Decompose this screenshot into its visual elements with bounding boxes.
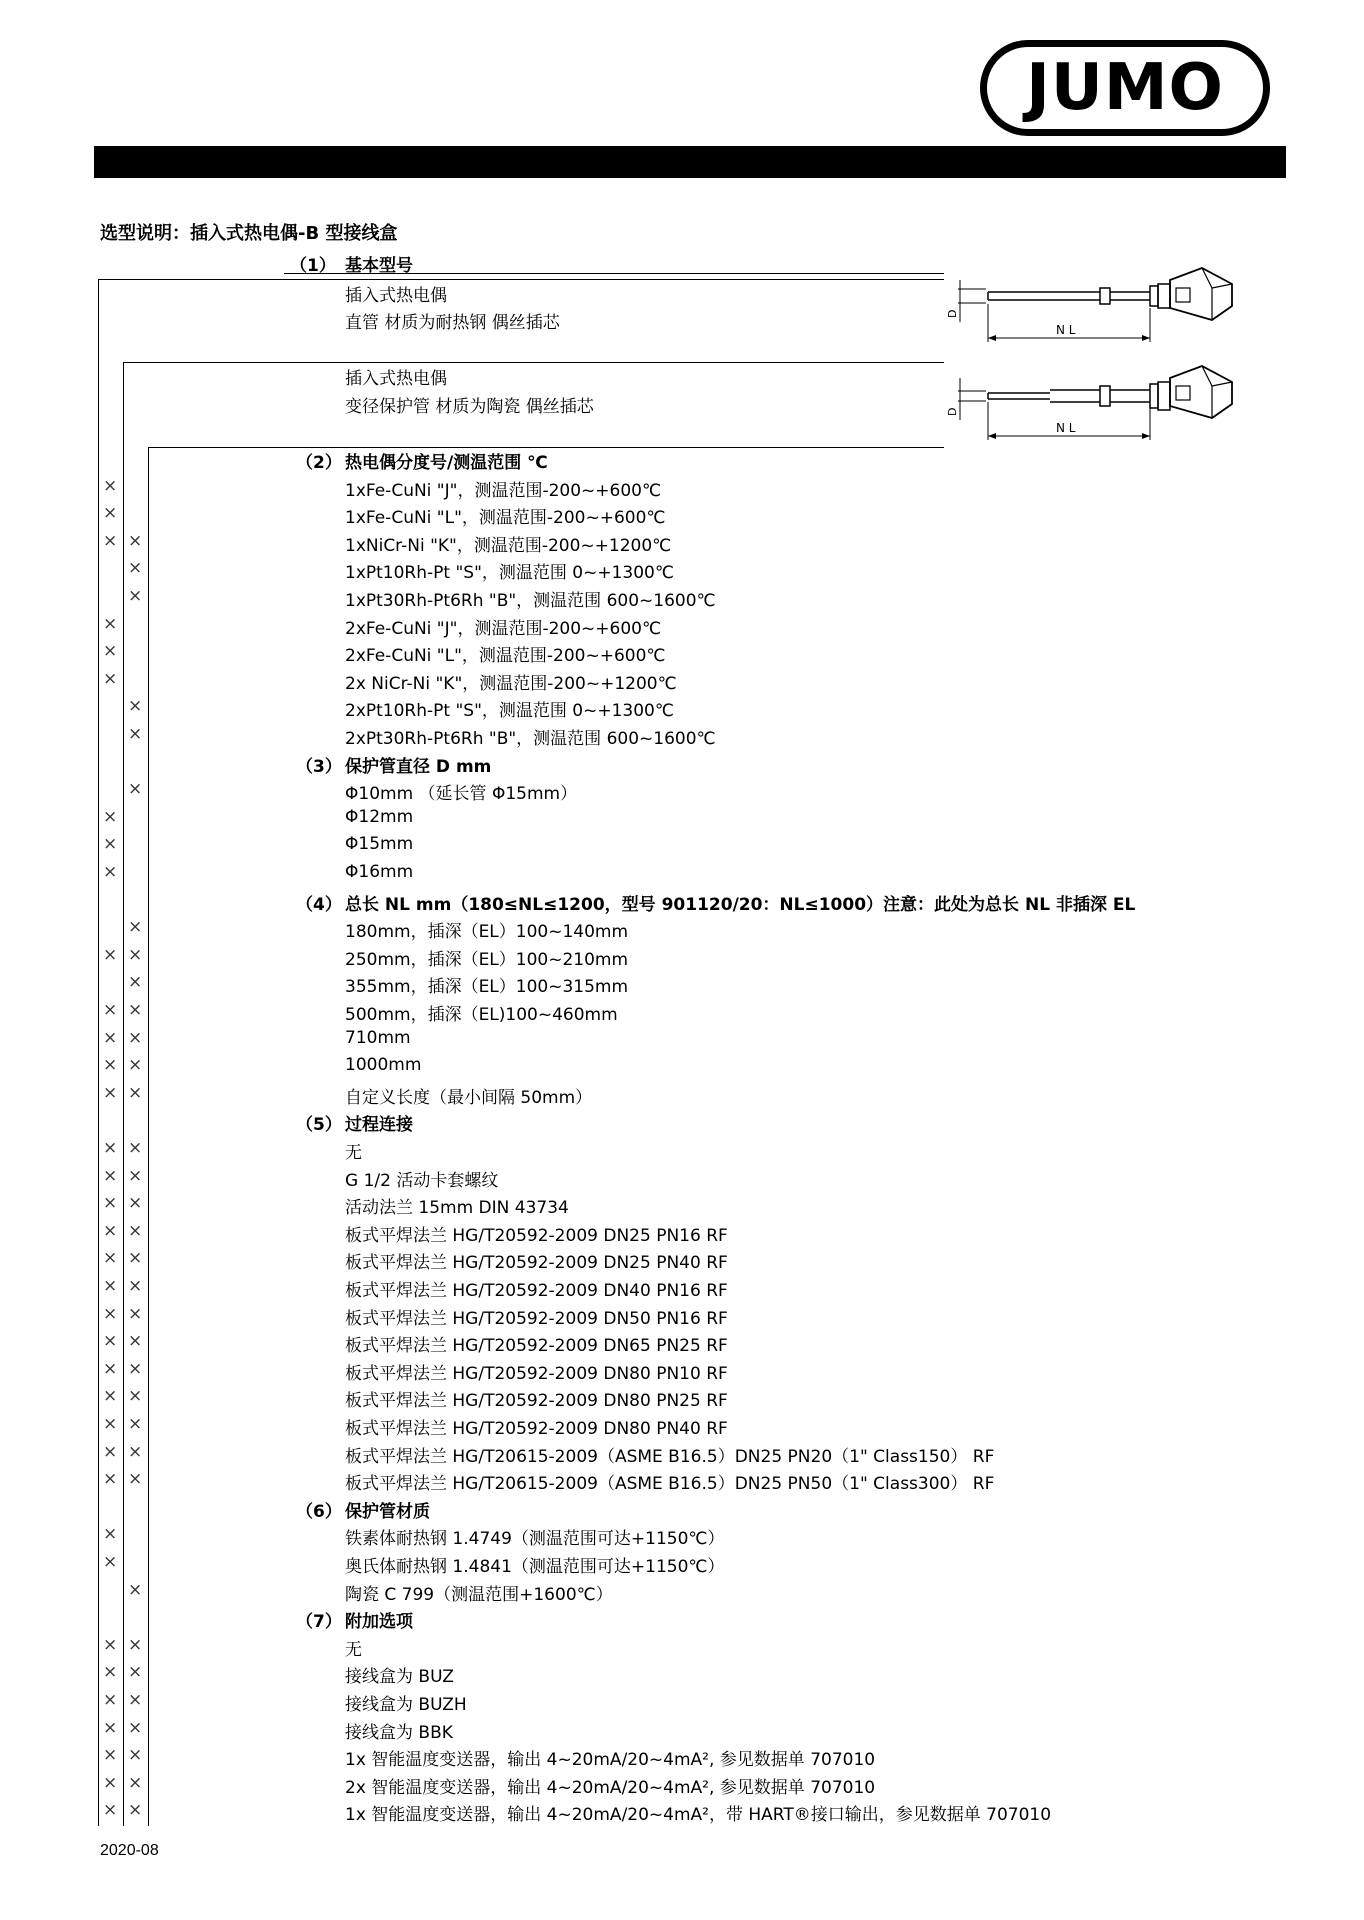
column-1-mark: × [103, 1800, 118, 1821]
column-2-mark: × [128, 1469, 143, 1490]
option-description: 1xPt30Rh-Pt6Rh "B"，测温范围 600~1600℃ [345, 591, 716, 611]
column-1-mark: × [103, 503, 118, 524]
column-1-mark: × [103, 1193, 118, 1214]
section-number: （3） [296, 756, 342, 777]
drawing-label-d: D [946, 407, 959, 416]
section-title: 保护管直径 D mm [345, 756, 492, 777]
option-description: 活动法兰 15mm DIN 43734 [345, 1198, 569, 1219]
option-description: 1xNiCr-Ni "K"，测温范围-200~+1200℃ [345, 535, 672, 556]
column-1-mark: × [103, 613, 118, 634]
option-description: 板式平焊法兰 HG/T20592-2009 DN40 PN16 RF [345, 1281, 728, 1301]
section-number: （4） [296, 894, 342, 915]
column-2-mark: × [128, 944, 143, 965]
option-description: 2xPt30Rh-Pt6Rh "B"，测温范围 600~1600℃ [345, 729, 716, 749]
column-2-mark: × [128, 1000, 143, 1020]
option-description: 板式平焊法兰 HG/T20592-2009 DN25 PN16 RF [345, 1225, 728, 1246]
option-description: 板式平焊法兰 HG/T20592-2009 DN80 PN25 RF [345, 1391, 728, 1412]
drawing-label-nl: N L [1056, 323, 1076, 337]
option-description: 陶瓷 C 799（测温范围+1600℃） [345, 1584, 613, 1605]
option-description: 1x 智能温度变送器，输出 4~20mA/20~4mA², 参见数据单 707010 [345, 1750, 876, 1771]
option-description: 无 [345, 1143, 362, 1163]
model-line1: 插入式热电偶 [345, 369, 447, 389]
column-1-mark: × [103, 1027, 118, 1048]
option-description: 710mm [345, 1027, 411, 1048]
column-1-mark: × [103, 1386, 118, 1407]
model1-line [98, 279, 944, 280]
option-description: 板式平焊法兰 HG/T20592-2009 DN80 PN10 RF [345, 1363, 728, 1384]
column-1-mark: × [103, 1000, 118, 1020]
column-1-mark: × [103, 1248, 118, 1269]
column-1-mark: × [103, 1552, 118, 1572]
column-2-mark: × [128, 1717, 143, 1738]
column-2-mark: × [128, 1082, 143, 1103]
option-description: 2x 智能温度变送器，输出 4~20mA/20~4mA², 参见数据单 707010 [345, 1777, 876, 1798]
column-1-mark: × [103, 1772, 118, 1793]
column-2-mark: × [128, 1303, 143, 1324]
option-description: 250mm，插深（EL）100~210mm [345, 949, 629, 970]
option-description: 板式平焊法兰 HG/T20592-2009 DN25 PN40 RF [345, 1253, 728, 1274]
option-description: 2xFe-CuNi "J"，测温范围-200~+600℃ [345, 618, 662, 639]
option-description: 板式平焊法兰 HG/T20615-2009（ASME B16.5）DN25 PN20（1" Class150） RF [345, 1446, 995, 1467]
option-description: 板式平焊法兰 HG/T20592-2009 DN50 PN16 RF [345, 1308, 728, 1329]
section-number: （1） [290, 256, 336, 276]
column-2-mark: × [128, 1800, 143, 1821]
straight-probe-drawing [946, 262, 1240, 344]
section-title: 附加选项 [345, 1612, 413, 1633]
column-2-mark: × [128, 1414, 143, 1434]
section-title: 过程连接 [345, 1115, 413, 1136]
column-2-mark: × [128, 696, 143, 717]
drawing-label-nl: N L [1056, 421, 1076, 435]
column-2-mark: × [128, 1331, 143, 1352]
option-description: 1xFe-CuNi "L"，测温范围-200~+600℃ [345, 508, 666, 529]
column-2-mark: × [128, 779, 143, 800]
column-1-mark: × [103, 1634, 118, 1655]
table-left-line [98, 279, 99, 1826]
header-bar [94, 146, 1286, 178]
column-2-mark: × [128, 558, 143, 579]
option-description: Φ12mm [345, 806, 414, 827]
column-2-mark: × [128, 1055, 143, 1076]
option-description: Φ15mm [345, 834, 414, 855]
option-description: 奥氏体耐热钢 1.4841（测温范围可达+1150℃） [345, 1557, 725, 1577]
section-number: （7） [296, 1612, 342, 1633]
option-description: 1x 智能温度变送器，输出 4~20mA/20~4mA²，带 HART®接口输出，参见数据单 707010 [345, 1805, 1052, 1826]
section-title: 总长 NL mm（180≤NL≤1200，型号 901120/20：NL≤1000）注意：此处为总长 NL 非插深 EL [345, 894, 1136, 915]
option-description: 铁素体耐热钢 1.4749（测温范围可达+1150℃） [345, 1529, 725, 1550]
column-1-mark: × [103, 1690, 118, 1710]
column-1-mark: × [103, 944, 118, 965]
section-title: 保护管材质 [345, 1501, 430, 1522]
model-line1: 插入式热电偶 [345, 286, 447, 306]
column-2-mark: × [128, 1441, 143, 1462]
option-description: 自定义长度（最小间隔 50mm） [345, 1087, 593, 1108]
column-2-mark: × [128, 724, 143, 744]
column-1-mark: × [103, 862, 118, 882]
option-description: 1000mm [345, 1055, 422, 1076]
column-1-mark: × [103, 1469, 118, 1490]
column-2-mark: × [128, 530, 143, 551]
option-description: Φ10mm （延长管 Φ15mm） [345, 784, 578, 805]
column-1-mark: × [103, 1082, 118, 1103]
model-line2: 变径保护管 材质为陶瓷 偶丝插芯 [345, 397, 594, 417]
column-1-mark: × [103, 1414, 118, 1434]
option-description: 180mm，插深（EL）100~140mm [345, 922, 629, 943]
option-description: 板式平焊法兰 HG/T20592-2009 DN65 PN25 RF [345, 1336, 728, 1357]
option-description: 2xPt10Rh-Pt "S"，测温范围 0~+1300℃ [345, 701, 674, 722]
datasheet-reference: 数据单 901120 3 / 4 [1115, 154, 1286, 174]
jumo-logo [980, 40, 1270, 136]
drawing-label-d: D [946, 309, 959, 318]
column-2-line [123, 362, 124, 1826]
column-1-mark: × [103, 1331, 118, 1352]
option-description: 板式平焊法兰 HG/T20592-2009 DN80 PN40 RF [345, 1419, 728, 1439]
column-2-mark: × [128, 1027, 143, 1048]
option-description: G 1/2 活动卡套螺纹 [345, 1170, 499, 1191]
column-2-mark: × [128, 586, 143, 606]
section-title: 基本型号 [345, 256, 413, 276]
column-1-mark: × [103, 1138, 118, 1158]
model-line2: 直管 材质为耐热钢 偶丝插芯 [345, 313, 560, 333]
column-2-mark: × [128, 1745, 143, 1766]
section-title: 热电偶分度号/测温范围 ℃ [345, 453, 548, 473]
publication-date: 2020-08 [100, 1842, 159, 1859]
column-1-mark: × [103, 1662, 118, 1683]
column-2-mark: × [128, 1386, 143, 1407]
column-1-mark: × [103, 1220, 118, 1241]
option-description: 接线盒为 BUZ [345, 1667, 454, 1688]
column-2-mark: × [128, 1193, 143, 1214]
column-1-mark: × [103, 1441, 118, 1462]
column-1-mark: × [103, 641, 118, 662]
option-description: 1xPt10Rh-Pt "S"，测温范围 0~+1300℃ [345, 563, 674, 584]
column-1-mark: × [103, 530, 118, 551]
reduced-probe-drawing [946, 360, 1240, 442]
column-1-mark: × [103, 668, 118, 689]
column-2-mark: × [128, 1662, 143, 1683]
column-1-mark: × [103, 1745, 118, 1766]
column-2-mark: × [128, 1634, 143, 1655]
section-number: （6） [296, 1501, 342, 1522]
option-description: 接线盒为 BBK [345, 1722, 453, 1743]
model2-line [123, 362, 944, 363]
column-1-mark: × [103, 1303, 118, 1324]
column-2-mark: × [128, 1220, 143, 1241]
column-1-mark: × [103, 1165, 118, 1186]
column-3-line [148, 447, 149, 1826]
column-1-mark: × [103, 475, 118, 496]
option-description: 接线盒为 BUZH [345, 1695, 467, 1715]
column-1-mark: × [103, 1524, 118, 1545]
column-1-mark: × [103, 1358, 118, 1379]
option-description: 2x NiCr-Ni "K"，测温范围-200~+1200℃ [345, 673, 677, 694]
option-description: 板式平焊法兰 HG/T20615-2009（ASME B16.5）DN25 PN50（1" Class300） RF [345, 1474, 995, 1495]
section-number: （5） [296, 1115, 342, 1136]
option-description: 1xFe-CuNi "J"，测温范围-200~+600℃ [345, 480, 662, 501]
column-1-mark: × [103, 806, 118, 827]
page-title: 选型说明：插入式热电偶-B 型接线盒 [100, 223, 398, 244]
column-2-mark: × [128, 1165, 143, 1186]
column-1-mark: × [103, 834, 118, 855]
column-2-mark: × [128, 1276, 143, 1296]
option-description: 500mm，插深（EL)100~460mm [345, 1005, 618, 1025]
column-1-mark: × [103, 1717, 118, 1738]
logo-text: JUMO [1026, 51, 1224, 125]
column-2-mark: × [128, 917, 143, 938]
option-description: 无 [345, 1639, 362, 1660]
column-2-mark: × [128, 1138, 143, 1158]
column-2-mark: × [128, 1248, 143, 1269]
column-2-mark: × [128, 1690, 143, 1710]
column-1-mark: × [103, 1276, 118, 1296]
section-number: （2） [296, 453, 342, 473]
option-description: 2xFe-CuNi "L"，测温范围-200~+600℃ [345, 646, 666, 667]
column-2-mark: × [128, 1579, 143, 1600]
column-2-mark: × [128, 1358, 143, 1379]
column-2-mark: × [128, 972, 143, 993]
column-2-mark: × [128, 1772, 143, 1793]
option-description: Φ16mm [345, 862, 414, 882]
column-1-mark: × [103, 1055, 118, 1076]
option-description: 355mm，插深（EL）100~315mm [345, 977, 629, 998]
